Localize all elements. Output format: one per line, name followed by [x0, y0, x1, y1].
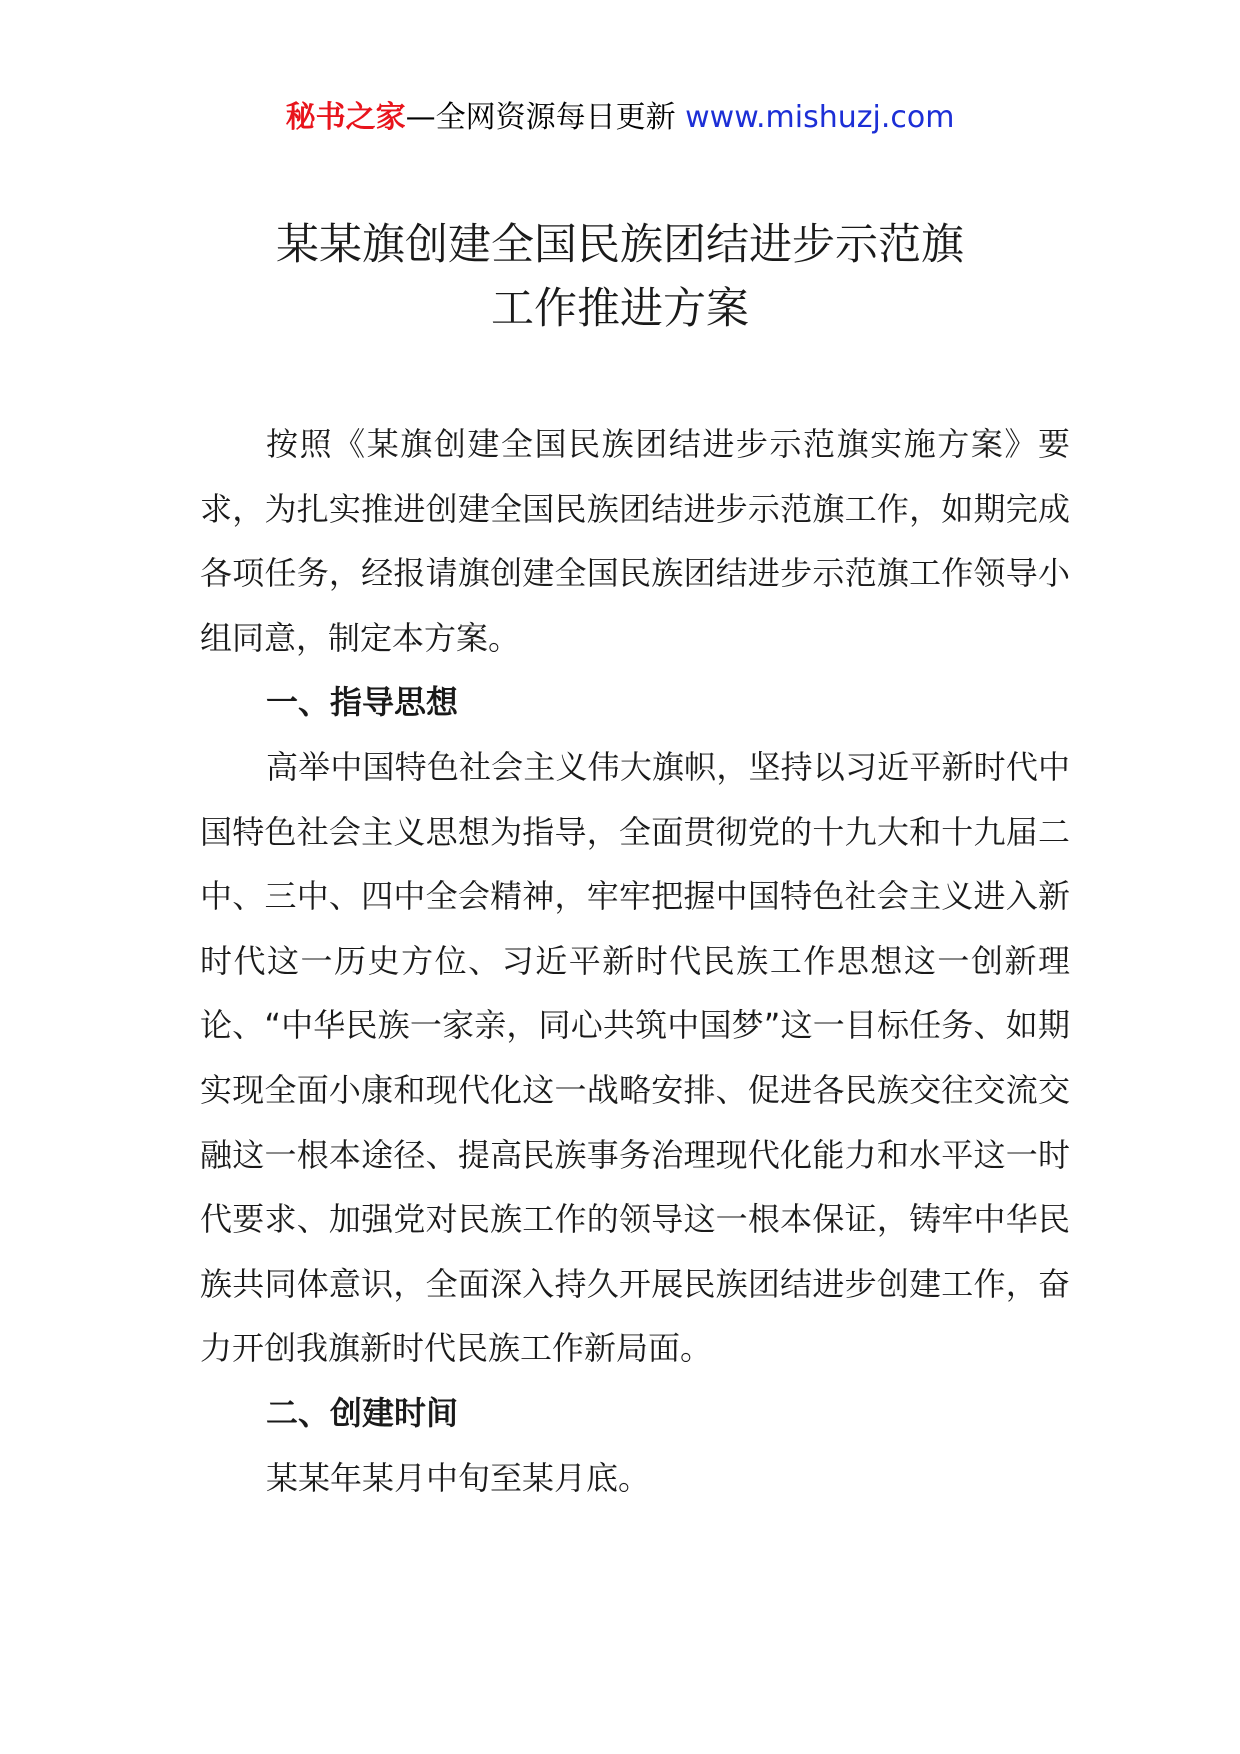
brand-name: 秘书之家 — [285, 100, 406, 135]
document-body — [200, 412, 1070, 1510]
intro-paragraph: 按照《某旗创建全国民族团结进步示范旗实施方案》要求，为扎实推进创建全国民族团结进步示范旗工作，如期完成各项任务，经报请旗创建全国民族团结进步示范旗工作领导小组同意，制定本方案。 — [200, 425, 1070, 657]
header-slogan: —全网资源每日更新 — [405, 100, 676, 135]
site-header — [0, 98, 1240, 138]
title-line-1: 某某旗创建全国民族团结进步示范旗 — [276, 220, 964, 270]
creation-time-paragraph: 某某年某月中旬至某月底。 — [266, 1458, 651, 1497]
section-heading-creation-time: 二、创建时间 — [266, 1393, 459, 1432]
title-line-2: 工作推进方案 — [491, 284, 749, 334]
section-heading-guiding-ideology: 一、指导思想 — [266, 683, 459, 722]
site-url-link[interactable]: www.mishuzj.com — [685, 100, 955, 135]
document-title — [0, 213, 1240, 341]
guiding-ideology-paragraph: 高举中国特色社会主义伟大旗帜，坚持以习近平新时代中国特色社会主义思想为指导，全面贯彻党的十九大和十九届二中、三中、四中全会精神，牢牢把握中国特色社会主义进入新时代这一历史方位、习近平新时代民族工作思想这一创新理论、“中华民族一家亲，同心共筑中国梦”这一目标任务、如期实现全面小康和现代化这一战略安排、促进各民族交往交流交融这一根本途径、提高民族事务治理现代化能力和水平这一时代要求、加强党对民族工作的领导这一根本保证，铸牢中华民族共同体意识，全面深入持久开展民族团结进步创建工作，奋力开创我旗新时代民族工作新局面。 — [200, 747, 1070, 1368]
